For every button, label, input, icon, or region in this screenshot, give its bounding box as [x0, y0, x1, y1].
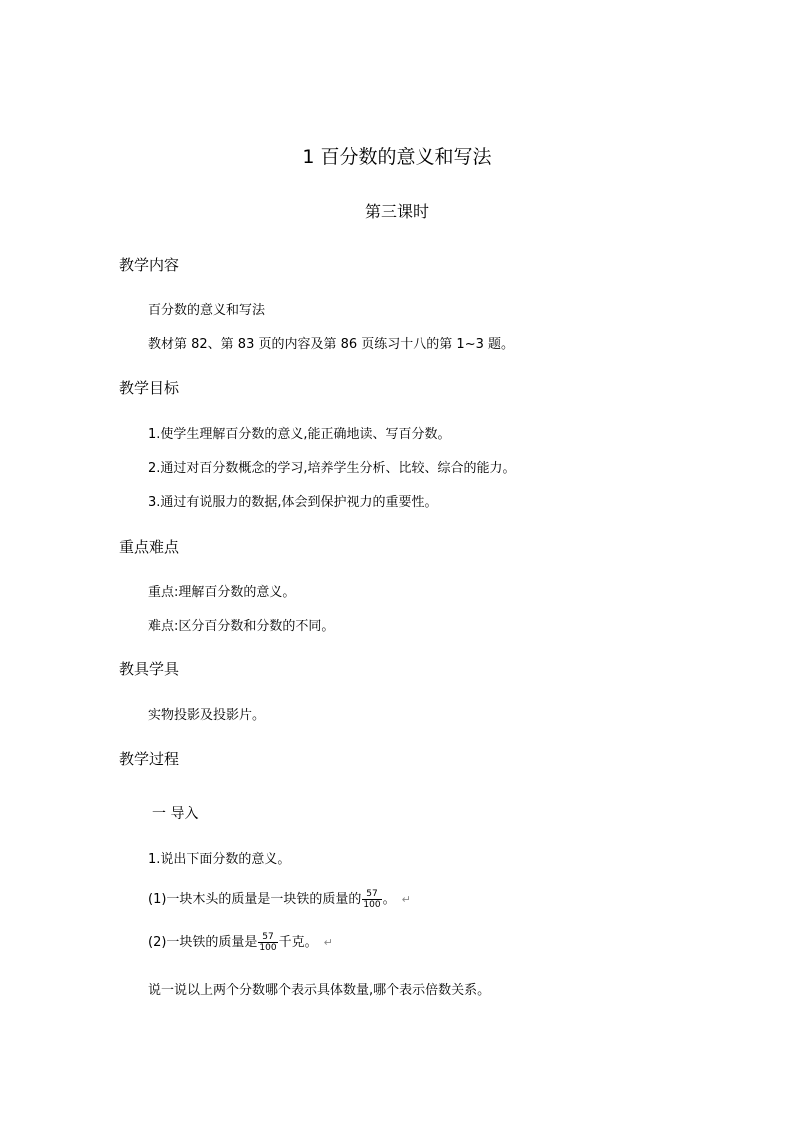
- goal-line-2: 2.通过对百分数概念的学习,培养学生分析、比较、综合的能力。: [148, 461, 516, 476]
- focus-line-2: 难点:区分百分数和分数的不同。: [148, 619, 335, 634]
- page-title: 1 百分数的意义和写法: [302, 146, 492, 168]
- section-heading-goals: 教学目标: [119, 379, 180, 397]
- section-heading-process: 教学过程: [119, 750, 180, 768]
- fraction-2: [258, 932, 277, 953]
- content-line-1: 百分数的意义和写法: [148, 303, 266, 318]
- section-heading-focus: 重点难点: [119, 538, 180, 556]
- tools-line-1: 实物投影及投影片。: [148, 708, 266, 723]
- fraction-1: [362, 889, 381, 910]
- item-2-text: (2)一块铁的质量是: [148, 935, 258, 950]
- content-line-2: 教材第 82、第 83 页的内容及第 86 页练习十八的第 1~3 题。: [148, 337, 514, 352]
- lesson-subtitle: 第三课时: [364, 202, 429, 221]
- item-1-end: 。: [382, 892, 396, 907]
- paragraph-mark-icon: ↵: [401, 893, 411, 906]
- fraction-1-denominator: 100: [363, 900, 381, 910]
- item-line-1: [148, 888, 411, 910]
- question-line: 1.说出下面分数的意义。: [148, 852, 291, 867]
- closing-line: 说一说以上两个分数哪个表示具体数量,哪个表示倍数关系。: [148, 983, 491, 998]
- item-1-text: (1)一块木头的质量是一块铁的质量的: [148, 892, 362, 907]
- fraction-2-numerator: 57: [258, 932, 277, 943]
- goal-line-1: 1.使学生理解百分数的意义,能正确地读、写百分数。: [148, 427, 451, 442]
- paragraph-mark-icon: ↵: [323, 936, 333, 949]
- fraction-2-denominator: 100: [259, 943, 277, 953]
- step-heading: 一 导入: [152, 806, 199, 822]
- item-2-end: 千克。: [278, 935, 318, 950]
- item-line-2: [148, 931, 333, 953]
- fraction-1-numerator: 57: [362, 889, 381, 900]
- focus-line-1: 重点:理解百分数的意义。: [148, 585, 296, 600]
- goal-line-3: 3.通过有说服力的数据,体会到保护视力的重要性。: [148, 495, 438, 510]
- section-heading-tools: 教具学具: [119, 660, 180, 678]
- section-heading-content: 教学内容: [119, 256, 180, 274]
